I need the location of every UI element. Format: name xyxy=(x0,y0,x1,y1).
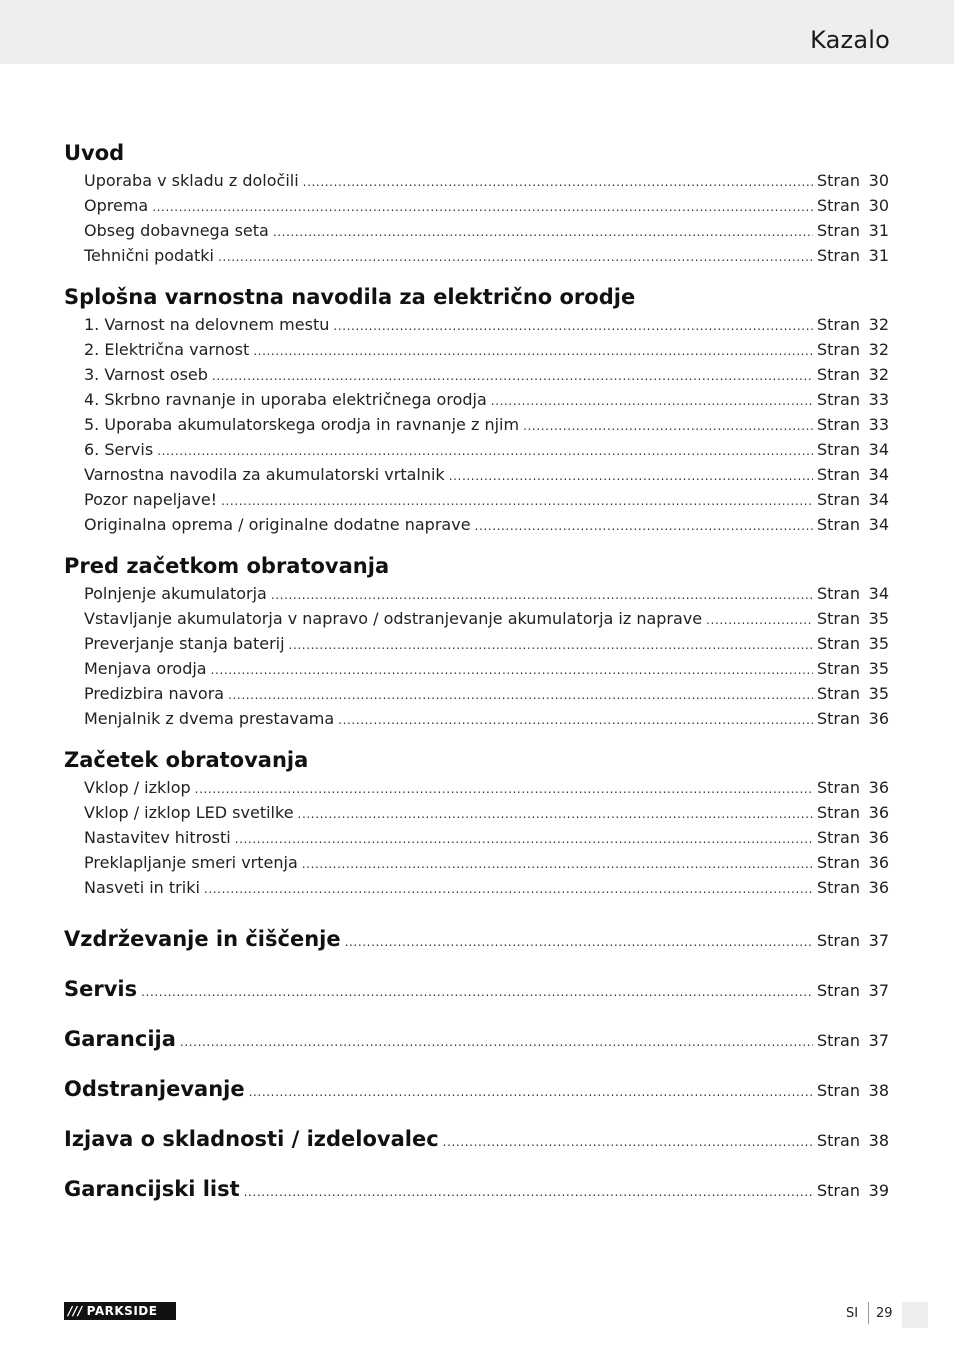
dot-leader xyxy=(523,414,813,439)
page-label: Stran xyxy=(817,1181,860,1200)
toc-entry[interactable] xyxy=(64,193,889,218)
entry-page xyxy=(817,875,889,900)
entry-label: 3. Varnost oseb xyxy=(84,365,208,384)
entry-page xyxy=(817,850,889,875)
parkside-logo xyxy=(64,1302,176,1320)
entry-page xyxy=(817,243,889,268)
entry-label: Varnostna navodila za akumulatorski vrtalnik xyxy=(84,465,445,484)
page-number: 38 xyxy=(868,1131,889,1150)
entry-label: 1. Varnost na delovnem mestu xyxy=(84,315,330,334)
page-number: 36 xyxy=(868,828,889,847)
toc-entry[interactable] xyxy=(64,243,889,268)
toc-major-entry[interactable] xyxy=(64,1114,889,1164)
page-label: Stran xyxy=(817,490,860,509)
entry-page xyxy=(817,462,889,487)
entry-page xyxy=(817,362,889,387)
page-label: Stran xyxy=(817,365,860,384)
major-entry-label: Izjava o skladnosti / izdelovalec xyxy=(64,1127,439,1151)
page-number: 35 xyxy=(868,659,889,678)
entry-page xyxy=(817,775,889,800)
entry-label: Preverjanje stanja baterij xyxy=(84,634,285,653)
entry-page xyxy=(817,606,889,631)
page-label: Stran xyxy=(817,465,860,484)
dot-leader xyxy=(244,1167,813,1217)
dot-leader xyxy=(204,877,813,902)
toc-entry[interactable] xyxy=(64,631,889,656)
page-number: 33 xyxy=(868,415,889,434)
toc-section xyxy=(64,551,889,731)
toc-entry[interactable] xyxy=(64,850,889,875)
entry-page xyxy=(817,656,889,681)
page-label: Stran xyxy=(817,709,860,728)
dot-leader xyxy=(302,852,813,877)
entry-label: Uporaba v skladu z določili xyxy=(84,171,299,190)
entry-label: 4. Skrbno ravnanje in uporaba električnega orodja xyxy=(84,390,487,409)
entry-page xyxy=(817,1066,889,1116)
dot-leader xyxy=(273,220,813,245)
entry-page xyxy=(817,312,889,337)
dot-leader xyxy=(491,389,813,414)
entry-page xyxy=(817,631,889,656)
entry-label: Preklapljanje smeri vrtenja xyxy=(84,853,298,872)
toc-entry[interactable] xyxy=(64,875,889,900)
page-number: 36 xyxy=(868,709,889,728)
dot-leader xyxy=(303,170,813,195)
page-title: Kazalo xyxy=(810,26,890,54)
page-label: Stran xyxy=(817,221,860,240)
toc-entry[interactable] xyxy=(64,775,889,800)
entry-page xyxy=(817,387,889,412)
toc-entry[interactable] xyxy=(64,168,889,193)
dot-leader xyxy=(211,658,813,683)
entry-page xyxy=(817,437,889,462)
page-label: Stran xyxy=(817,634,860,653)
page-number: 33 xyxy=(868,390,889,409)
page-label: Stran xyxy=(817,196,860,215)
dot-leader xyxy=(195,777,813,802)
entry-page xyxy=(817,168,889,193)
entry-page xyxy=(817,218,889,243)
toc-section xyxy=(64,745,889,900)
page-number: 31 xyxy=(868,246,889,265)
toc-entry[interactable] xyxy=(64,437,889,462)
page-number: 34 xyxy=(868,465,889,484)
dot-leader xyxy=(221,489,813,514)
page-label: Stran xyxy=(817,440,860,459)
dot-leader xyxy=(706,608,813,633)
page-number: 37 xyxy=(868,1031,889,1050)
page-label: Stran xyxy=(817,340,860,359)
toc-entry[interactable] xyxy=(64,656,889,681)
major-entry-label: Garancijski list xyxy=(64,1177,240,1201)
page-number: 34 xyxy=(868,440,889,459)
dot-leader xyxy=(249,1067,813,1117)
page-label: Stran xyxy=(817,315,860,334)
section-heading: Začetek obratovanja xyxy=(64,748,309,772)
dot-leader xyxy=(333,314,813,339)
major-entry-label: Garancija xyxy=(64,1027,176,1051)
toc-entry[interactable] xyxy=(64,581,889,606)
dot-leader xyxy=(298,802,813,827)
page-number: 30 xyxy=(868,171,889,190)
entry-page xyxy=(817,581,889,606)
page-label: Stran xyxy=(817,390,860,409)
page-number: 34 xyxy=(868,515,889,534)
toc-major-entry[interactable] xyxy=(64,964,889,1014)
toc-entry[interactable] xyxy=(64,412,889,437)
dot-leader xyxy=(141,967,813,1017)
toc-section xyxy=(64,282,889,537)
entry-label: 2. Električna varnost xyxy=(84,340,250,359)
page-number: 35 xyxy=(868,609,889,628)
entry-label: Menjava orodja xyxy=(84,659,207,678)
toc-entry[interactable] xyxy=(64,387,889,412)
toc-major-entry[interactable] xyxy=(64,1064,889,1114)
entry-page xyxy=(817,800,889,825)
toc-entry[interactable] xyxy=(64,606,889,631)
page-label: Stran xyxy=(817,853,860,872)
entry-label: 5. Uporaba akumulatorskega orodja in ravnanje z njim xyxy=(84,415,520,434)
dot-leader xyxy=(180,1017,813,1067)
entry-label: Vstavljanje akumulatorja v napravo / odstranjevanje akumulatorja iz naprave xyxy=(84,609,703,628)
toc-major-entry[interactable] xyxy=(64,1164,889,1214)
logo-slashes: /// xyxy=(68,1304,83,1318)
dot-leader xyxy=(475,514,813,539)
section-heading: Splošna varnostna navodila za električno orodje xyxy=(64,285,636,309)
page-number: 31 xyxy=(868,221,889,240)
page-number: 34 xyxy=(868,584,889,603)
page-label: Stran xyxy=(817,1031,860,1050)
toc-major-entry[interactable] xyxy=(64,1014,889,1064)
toc-entry[interactable] xyxy=(64,681,889,706)
page-number: 32 xyxy=(868,365,889,384)
toc-entry[interactable] xyxy=(64,825,889,850)
page-label: Stran xyxy=(817,878,860,897)
toc-entry[interactable] xyxy=(64,337,889,362)
toc-major-entry[interactable] xyxy=(64,914,889,964)
page-number: 37 xyxy=(868,931,889,950)
page-number: 36 xyxy=(868,803,889,822)
entry-page xyxy=(817,337,889,362)
dot-leader xyxy=(152,195,813,220)
section-heading: Uvod xyxy=(64,141,125,165)
page-number: 36 xyxy=(868,853,889,872)
entry-label: Vklop / izklop xyxy=(84,778,191,797)
major-entry-label: Servis xyxy=(64,977,138,1001)
dot-leader xyxy=(271,583,813,608)
page-label: Stran xyxy=(817,584,860,603)
page-label: Stran xyxy=(817,1131,860,1150)
page-label: Stran xyxy=(817,778,860,797)
toc-entry[interactable] xyxy=(64,487,889,512)
page-number: 38 xyxy=(868,1081,889,1100)
page-label: Stran xyxy=(817,659,860,678)
entry-page xyxy=(817,512,889,537)
page-label: Stran xyxy=(817,609,860,628)
entry-label: Vklop / izklop LED svetilke xyxy=(84,803,294,822)
page-label: Stran xyxy=(817,171,860,190)
dot-leader xyxy=(228,683,813,708)
toc-entry[interactable] xyxy=(64,362,889,387)
toc-major-entries xyxy=(64,914,889,1214)
entry-label: Originalna oprema / originalne dodatne naprave xyxy=(84,515,471,534)
page-number: 37 xyxy=(868,981,889,1000)
toc-section xyxy=(64,138,889,268)
entry-label: Nastavitev hitrosti xyxy=(84,828,231,847)
major-entry-label: Odstranjevanje xyxy=(64,1077,245,1101)
page-label: Stran xyxy=(817,246,860,265)
toc-entry[interactable] xyxy=(64,218,889,243)
dot-leader xyxy=(449,464,813,489)
dot-leader xyxy=(338,708,813,733)
page-label: Stran xyxy=(817,684,860,703)
entry-page xyxy=(817,193,889,218)
page-label: Stran xyxy=(817,803,860,822)
entry-label: Predizbira navora xyxy=(84,684,225,703)
dot-leader xyxy=(443,1117,813,1167)
header-bar xyxy=(0,0,954,64)
page-label: Stran xyxy=(817,415,860,434)
footer-tab-box xyxy=(902,1302,928,1328)
entry-label: 6. Servis xyxy=(84,440,154,459)
page-number: 29 xyxy=(876,1306,893,1321)
toc-entry[interactable] xyxy=(64,462,889,487)
page-number: 36 xyxy=(868,878,889,897)
language-code: SI xyxy=(846,1306,859,1321)
page-number: 35 xyxy=(868,634,889,653)
toc-entry[interactable] xyxy=(64,312,889,337)
major-entry-label: Vzdrževanje in čiščenje xyxy=(64,927,341,951)
entry-page xyxy=(817,1016,889,1066)
entry-page xyxy=(817,966,889,1016)
page-label: Stran xyxy=(817,828,860,847)
page-label: Stran xyxy=(817,515,860,534)
dot-leader xyxy=(235,827,813,852)
entry-page xyxy=(817,412,889,437)
dot-leader xyxy=(253,339,813,364)
entry-page xyxy=(817,681,889,706)
toc-sections xyxy=(64,138,889,900)
page-number: 39 xyxy=(868,1181,889,1200)
footer-divider xyxy=(868,1302,869,1324)
entry-page xyxy=(817,706,889,731)
entry-label: Obseg dobavnega seta xyxy=(84,221,269,240)
page-number: 30 xyxy=(868,196,889,215)
section-heading: Pred začetkom obratovanja xyxy=(64,554,390,578)
entry-page xyxy=(817,825,889,850)
table-of-contents xyxy=(64,138,889,1214)
toc-entry[interactable] xyxy=(64,512,889,537)
entry-label: Menjalnik z dvema prestavama xyxy=(84,709,335,728)
entry-page xyxy=(817,1166,889,1216)
entry-label: Tehnični podatki xyxy=(84,246,214,265)
page-number: 35 xyxy=(868,684,889,703)
toc-entry[interactable] xyxy=(64,706,889,731)
entry-page xyxy=(817,1116,889,1166)
entry-label: Nasveti in triki xyxy=(84,878,200,897)
entry-page xyxy=(817,487,889,512)
dot-leader xyxy=(289,633,813,658)
dot-leader xyxy=(218,245,813,270)
page-label: Stran xyxy=(817,1081,860,1100)
page-number: 34 xyxy=(868,490,889,509)
entry-page xyxy=(817,916,889,966)
page-number: 36 xyxy=(868,778,889,797)
page-label: Stran xyxy=(817,931,860,950)
dot-leader xyxy=(345,917,813,967)
page-label: Stran xyxy=(817,981,860,1000)
entry-label: Oprema xyxy=(84,196,149,215)
dot-leader xyxy=(212,364,813,389)
entry-label: Polnjenje akumulatorja xyxy=(84,584,267,603)
dot-leader xyxy=(157,439,813,464)
logo-text: PARKSIDE xyxy=(86,1304,158,1318)
page-number: 32 xyxy=(868,340,889,359)
toc-entry[interactable] xyxy=(64,800,889,825)
page-number: 32 xyxy=(868,315,889,334)
entry-label: Pozor napeljave! xyxy=(84,490,218,509)
